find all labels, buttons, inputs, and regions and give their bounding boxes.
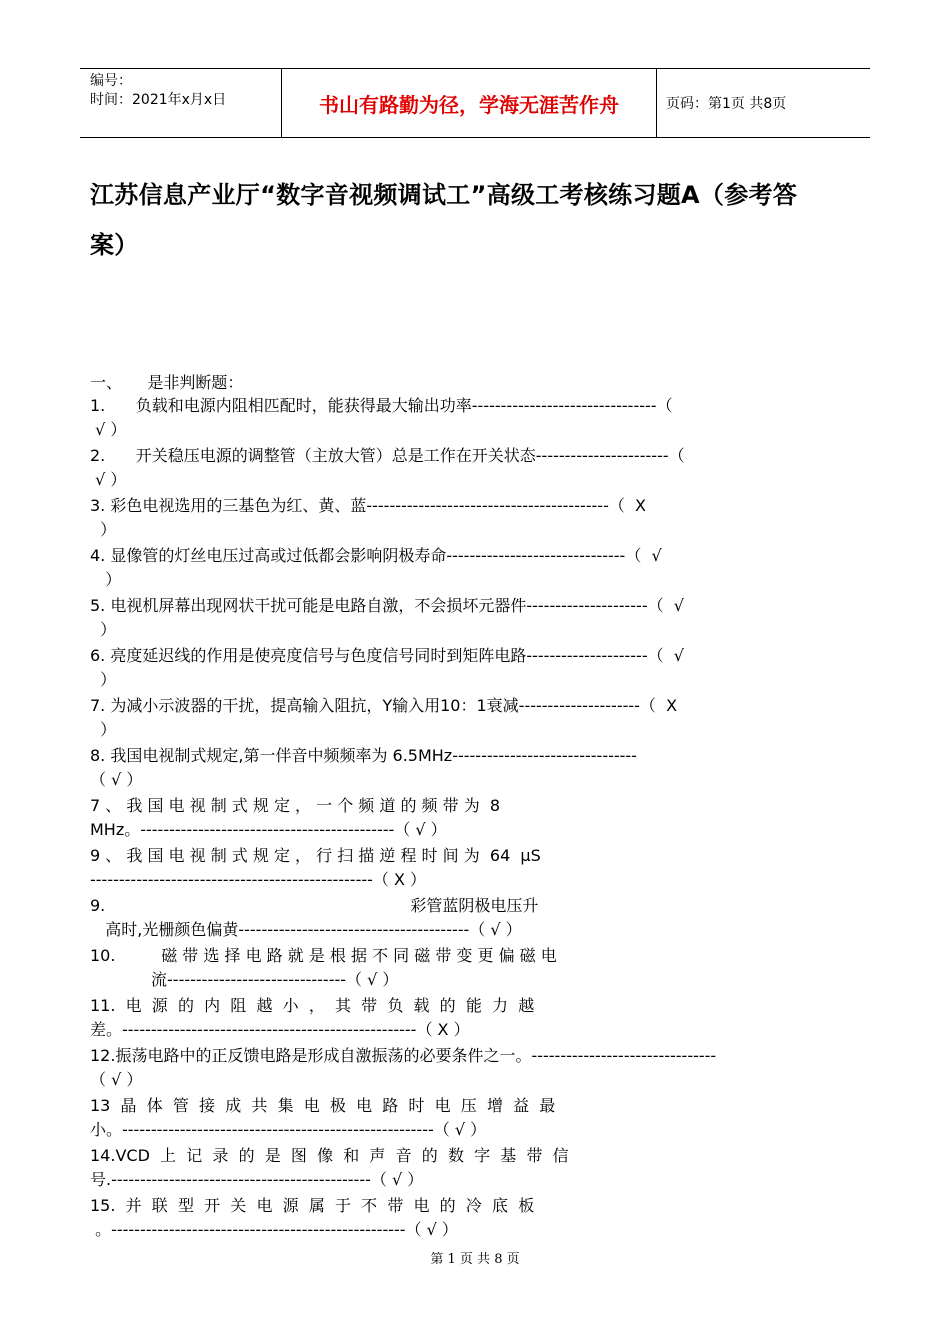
question-text: 2. 开关稳压电源的调整管（主放大管）总是工作在开关状态-----------------------（ <box>90 446 685 465</box>
question-item <box>90 894 932 942</box>
question-answer: （ √ ） <box>90 1070 143 1089</box>
question-answer: MHz。--------------------------------------------（ √ ） <box>90 820 447 839</box>
question-answer: （ √ ） <box>90 770 143 789</box>
question-answer: ） <box>90 620 117 639</box>
question-text: 9 、 我 国 电 视 制 式 规 定 ， 行 扫 描 逆 程 时 间 为 64 μS <box>90 846 541 865</box>
page-footer: 第 1 页 共 8 页 <box>430 1252 520 1267</box>
question-text: 12.振荡电路中的正反馈电路是形成自激振荡的必要条件之一。-------------------------------- <box>90 1046 717 1065</box>
question-item <box>90 1044 932 1092</box>
question-item <box>90 994 932 1042</box>
question-answer: 高时,光栅颜色偏黄----------------------------------------（ √ ） <box>90 920 522 939</box>
question-item <box>90 444 932 492</box>
question-answer: ） <box>90 720 117 739</box>
question-answer: 号.---------------------------------------------（ √ ） <box>90 1170 424 1189</box>
question-text: 14.VCD 上 记 录 的 是 图 像 和 声 音 的 数 字 基 带 信 <box>90 1146 569 1165</box>
question-item <box>90 594 932 642</box>
question-answer: √ ） <box>90 420 127 439</box>
question-item <box>90 944 932 992</box>
question-item <box>90 1094 932 1142</box>
header-page-code: 页码：第1页 共8页 <box>666 96 787 112</box>
question-text: 7 、 我 国 电 视 制 式 规 定 ， 一 个 频 道 的 频 带 为 8 <box>90 796 501 815</box>
number-label: 编号： <box>90 73 132 89</box>
question-answer: -------------------------------------------------（ X ） <box>90 870 427 889</box>
time-label: 时间：2021年x月x日 <box>90 92 227 108</box>
question-item <box>90 844 932 892</box>
question-answer: 流-------------------------------（ √ ） <box>90 970 399 989</box>
question-item <box>90 1194 932 1242</box>
question-text: 9. 彩管蓝阴极电压升 <box>90 896 539 915</box>
section-heading: 一、 是非判断题： <box>90 373 244 392</box>
question-text: 1. 负载和电源内阻相匹配时，能获得最大输出功率--------------------------------（ <box>90 396 673 415</box>
question-item <box>90 694 932 742</box>
question-text: 10. 磁 带 选 择 电 路 就 是 根 据 不 同 磁 带 变 更 偏 磁 电 <box>90 946 557 965</box>
header-motto: 书山有路勤为径，学海无涯苦作舟 <box>282 69 657 137</box>
question-answer: 差。---------------------------------------------------（ X ） <box>90 1020 470 1039</box>
question-text: 13 晶 体 管 接 成 共 集 电 极 电 路 时 电 压 增 益 最 <box>90 1096 556 1115</box>
question-item <box>90 394 932 442</box>
question-text: 4. 显像管的灯丝电压过高或过低都会影响阴极寿命-------------------------------（ √ <box>90 546 662 565</box>
question-item <box>90 644 932 692</box>
question-text: 15. 并 联 型 开 关 电 源 属 于 不 带 电 的 冷 底 板 <box>90 1196 535 1215</box>
question-item <box>90 744 932 792</box>
question-answer: 小。------------------------------------------------------（ √ ） <box>90 1120 487 1139</box>
question-text: 8. 我国电视制式规定,第一伴音中频频率为 6.5MHz-------------------------------- <box>90 746 637 765</box>
question-answer: √ ） <box>90 470 127 489</box>
question-item <box>90 794 932 842</box>
question-answer: ） <box>90 520 117 539</box>
question-text: 7. 为减小示波器的干扰，提高输入阻抗，Y输入用10：1衰减---------------------（ X <box>90 696 678 715</box>
question-item <box>90 494 932 542</box>
question-answer: 。---------------------------------------------------（ √ ） <box>90 1220 458 1239</box>
header-meta <box>80 69 282 137</box>
document-header <box>80 68 870 138</box>
question-text: 6. 亮度延迟线的作用是使亮度信号与色度信号同时到矩阵电路---------------------（ √ <box>90 646 684 665</box>
question-text: 3. 彩色电视选用的三基色为红、黄、蓝------------------------------------------（ X <box>90 496 646 515</box>
document-title <box>90 170 880 270</box>
title-line-2: 案） <box>90 231 139 259</box>
title-line-1: 江苏信息产业厅“数字音视频调试工”高级工考核练习题A（参考答 <box>90 181 798 209</box>
question-text: 5. 电视机屏幕出现网状干扰可能是电路自激，不会损坏元器件---------------------（ √ <box>90 596 684 615</box>
question-text: 11. 电 源 的 内 阻 越 小 ， 其 带 负 载 的 能 力 越 <box>90 996 535 1015</box>
question-item <box>90 1144 932 1192</box>
question-item <box>90 544 932 592</box>
question-answer: ） <box>90 670 117 689</box>
question-answer: ） <box>90 570 122 589</box>
